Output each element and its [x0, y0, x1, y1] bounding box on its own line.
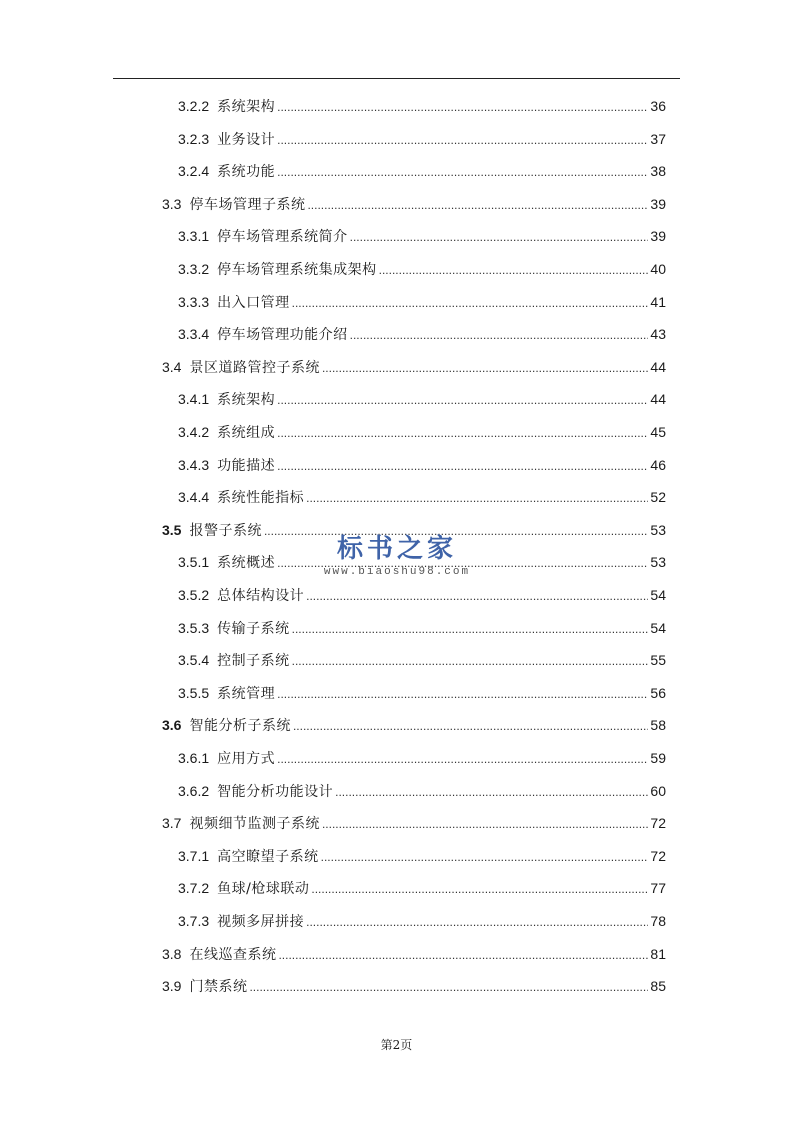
toc-entry-page: 72 [650, 815, 666, 832]
toc-entry-page: 39 [650, 228, 666, 245]
toc-entry-page: 54 [650, 619, 666, 636]
toc-entry-number: 3.5.3 [178, 619, 210, 636]
toc-dot-leader [277, 94, 648, 118]
toc-entry-title: 控制子系统 [217, 653, 290, 670]
toc-entry-page: 36 [650, 98, 666, 114]
toc-entry-number: 3.2.2 [178, 98, 210, 114]
toc-entry-page: 45 [650, 424, 666, 440]
toc-entry-title: 应用方式 [217, 751, 276, 767]
toc-entry[interactable] [162, 518, 666, 542]
toc-dot-leader [292, 648, 649, 672]
toc-entry-title: 高空瞭望子系统 [217, 848, 319, 865]
toc-entry-title: 业务设计 [217, 131, 276, 148]
toc-entry[interactable] [178, 779, 666, 803]
toc-dot-leader [249, 974, 648, 998]
toc-entry[interactable] [162, 942, 666, 966]
toc-entry-title: 智能分析功能设计 [217, 783, 334, 800]
toc-dot-leader [277, 159, 648, 183]
toc-entry-page: 46 [650, 456, 666, 473]
toc-dot-leader [292, 616, 649, 640]
toc-dot-leader [264, 518, 648, 542]
toc-dot-leader [379, 257, 649, 281]
toc-dot-leader [277, 387, 648, 411]
toc-entry-title: 视频细节监测子系统 [189, 816, 320, 833]
toc-entry-title: 总体结构设计 [217, 588, 305, 604]
toc-entry-title: 系统架构 [217, 99, 276, 115]
toc-dot-leader [311, 876, 648, 900]
toc-dot-leader [322, 355, 648, 379]
toc-entry[interactable] [178, 485, 666, 509]
toc-entry-title: 系统概述 [217, 555, 276, 572]
toc-entry-number: 3.7 [162, 815, 182, 832]
toc-dot-leader [335, 779, 648, 803]
toc-entry-number: 3.6.1 [178, 750, 210, 766]
toc-entry-page: 53 [650, 521, 666, 538]
toc-entry-title: 视频多屏拼接 [217, 914, 305, 930]
toc-dot-leader [292, 290, 649, 314]
toc-entry-page: 81 [650, 945, 666, 962]
page-number-footer: 第2页 [380, 1038, 413, 1052]
toc-entry-title: 系统性能指标 [217, 490, 305, 507]
toc-entry-title: 鱼球/枪球联动 [217, 881, 310, 898]
toc-entry-title: 传输子系统 [217, 620, 290, 637]
toc-entry-page: 40 [650, 261, 666, 277]
toc-entry-page: 55 [650, 652, 666, 669]
toc-entry-title: 智能分析子系统 [189, 718, 291, 735]
toc-entry-title: 停车场管理系统集成架构 [217, 262, 377, 278]
toc-entry[interactable] [178, 681, 666, 705]
toc-dot-leader [277, 746, 648, 770]
toc-dot-leader [293, 713, 648, 737]
toc-entry-page: 60 [650, 782, 666, 799]
toc-entry-title: 门禁系统 [189, 979, 248, 996]
toc-entry-page: 77 [650, 880, 666, 897]
toc-entry[interactable] [178, 94, 666, 118]
toc-entry-number: 3.2.4 [178, 163, 210, 180]
toc-entry[interactable] [178, 127, 666, 151]
toc-entry-number: 3.5.1 [178, 554, 210, 571]
toc-entry[interactable] [162, 355, 666, 379]
toc-entry-page: 58 [650, 717, 666, 734]
toc-entry-number: 3.2.3 [178, 130, 210, 147]
toc-entry-number: 3.4.1 [178, 391, 210, 408]
toc-dot-leader [306, 909, 648, 933]
toc-entry-number: 3.4 [162, 358, 182, 375]
toc-entry-page: 44 [650, 391, 666, 408]
toc-entry-page: 85 [650, 978, 666, 995]
toc-entry-number: 3.7.1 [178, 847, 210, 864]
toc-entry-number: 3.3.3 [178, 293, 210, 310]
toc-entry[interactable] [178, 224, 666, 248]
toc-entry-number: 3.5.4 [178, 652, 210, 669]
toc-dot-leader [350, 322, 649, 346]
toc-entry[interactable] [178, 616, 666, 640]
toc-entry[interactable] [162, 713, 666, 737]
toc-dot-leader [277, 681, 648, 705]
toc-dot-leader [278, 942, 648, 966]
toc-entry-title: 系统组成 [217, 425, 276, 441]
toc-entry-number: 3.3.1 [178, 228, 210, 245]
toc-entry-number: 3.3 [162, 195, 182, 212]
toc-entry-number: 3.4.3 [178, 456, 210, 473]
toc-entry-page: 43 [650, 326, 666, 343]
toc-entry-page: 59 [650, 750, 666, 766]
toc-entry[interactable] [178, 387, 666, 411]
toc-entry[interactable] [178, 746, 666, 770]
toc-entry-number: 3.9 [162, 978, 182, 995]
toc-entry-title: 在线巡查系统 [189, 946, 277, 963]
toc-entry-page: 78 [650, 913, 666, 929]
toc-entry-number: 3.5 [162, 521, 182, 538]
toc-entry[interactable] [178, 453, 666, 477]
toc-entry[interactable] [162, 192, 666, 216]
toc-entry[interactable] [162, 974, 666, 998]
toc-dot-leader [322, 811, 648, 835]
header-rule [113, 78, 680, 79]
toc-dot-leader [350, 224, 649, 248]
toc-dot-leader [306, 485, 648, 509]
toc-entry-number: 3.3.2 [178, 261, 210, 277]
toc-dot-leader [277, 453, 648, 477]
toc-entry[interactable] [178, 420, 666, 444]
toc-entry-title: 系统管理 [217, 685, 276, 702]
toc-entry-number: 3.8 [162, 945, 182, 962]
toc-entry[interactable] [178, 909, 666, 933]
toc-entry-title: 停车场管理系统简介 [217, 229, 348, 246]
toc-dot-leader [277, 420, 648, 444]
toc-entry-page: 44 [650, 358, 666, 375]
toc-entry[interactable] [178, 876, 666, 900]
toc-entry[interactable] [162, 811, 666, 835]
toc-dot-leader [321, 844, 649, 868]
toc-entry-number: 3.3.4 [178, 326, 210, 343]
toc-entry-title: 系统功能 [217, 164, 276, 181]
watermark-url: www.biaoshu98.com [323, 566, 471, 578]
toc-entry[interactable] [178, 550, 666, 574]
toc-entry[interactable] [178, 844, 666, 868]
toc-entry-number: 3.5.2 [178, 587, 210, 603]
toc-entry-title: 报警子系统 [189, 522, 262, 539]
toc-entry-page: 53 [650, 554, 666, 571]
toc-entry[interactable] [178, 583, 666, 607]
toc-entry-number: 3.6 [162, 717, 182, 734]
toc-entry-title: 功能描述 [217, 457, 276, 474]
toc-entry-page: 56 [650, 684, 666, 701]
toc-entry-number: 3.7.3 [178, 913, 210, 929]
toc-entry-number: 3.6.2 [178, 782, 210, 799]
toc-entry-title: 停车场管理功能介绍 [217, 327, 348, 344]
toc-entry-page: 54 [650, 587, 666, 603]
toc-entry[interactable] [178, 648, 666, 672]
toc-entry[interactable] [178, 257, 666, 281]
toc-entry-number: 3.7.2 [178, 880, 210, 897]
toc-entry-page: 39 [650, 195, 666, 212]
watermark-title: 标书之家 [336, 534, 457, 564]
toc-entry-number: 3.4.4 [178, 489, 210, 506]
toc-entry-page: 37 [650, 130, 666, 147]
toc-entry-page: 52 [650, 489, 666, 506]
toc-entry-page: 72 [650, 847, 666, 864]
toc-dot-leader [277, 550, 648, 574]
toc-dot-leader [306, 583, 648, 607]
toc-entry-title: 出入口管理 [217, 294, 290, 311]
toc-dot-leader [307, 192, 648, 216]
toc-entry-title: 系统架构 [217, 392, 276, 409]
toc-entry[interactable] [178, 290, 666, 314]
toc-entry-title: 景区道路管控子系统 [189, 359, 320, 376]
toc-entry-title: 停车场管理子系统 [189, 196, 306, 213]
toc-entry-page: 41 [650, 293, 666, 310]
toc-dot-leader [277, 127, 648, 151]
toc-entry-page: 38 [650, 163, 666, 180]
toc-entry-number: 3.4.2 [178, 424, 210, 440]
toc-entry[interactable] [178, 159, 666, 183]
toc-entry[interactable] [178, 322, 666, 346]
toc-entry-number: 3.5.5 [178, 684, 210, 701]
